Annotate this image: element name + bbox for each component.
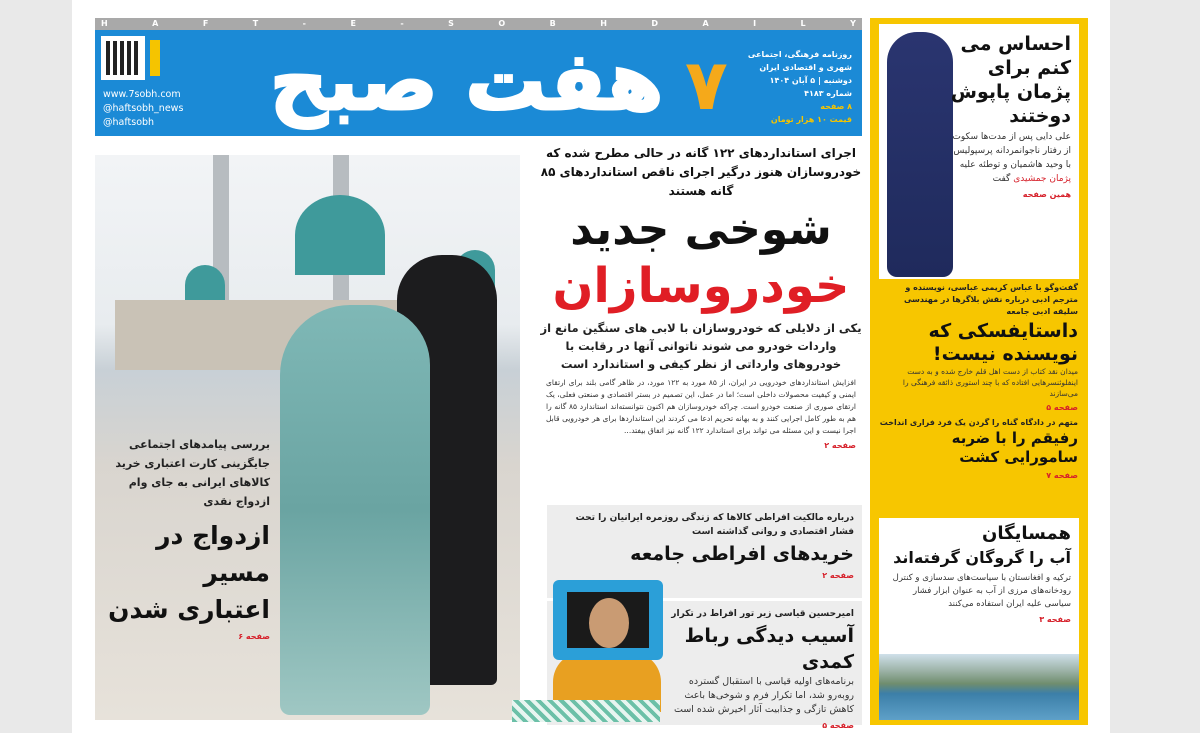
strip-letter: - <box>302 19 306 28</box>
story-title: آسیب دیدگی رباط کمدی <box>684 625 854 673</box>
strip-letter: H <box>600 19 607 28</box>
strip-letter: O <box>498 19 506 28</box>
right-stories[interactable] <box>878 282 1078 482</box>
strip-letter: - <box>400 19 404 28</box>
left-story-title[interactable] <box>105 517 270 628</box>
strip-letter: A <box>702 19 709 28</box>
issue-meta-line: شهری و اقتصادی ایران <box>759 63 852 72</box>
wedding-photo <box>95 155 520 720</box>
page-reference: صفحه ۵ <box>1046 403 1078 412</box>
story-title: داستایفسکی که نویسنده نیست! <box>928 320 1078 365</box>
ali-daei-photo <box>887 32 953 277</box>
strip-letter: I <box>753 19 757 28</box>
page-reference: صفحه ۵ <box>822 721 854 730</box>
story-kicker: درباره مالکیت افراطی کالاها که زندگی روزمره ایرانیان را تحت فشار اقتصادی و روانی گذاشته است <box>575 513 854 537</box>
newspaper-logo: هفت صبح <box>270 35 664 128</box>
strip-letter: F <box>202 19 209 28</box>
story-title: خریدهای افراطی جامعه <box>630 543 854 565</box>
issue-date: دوشنبه | ۵ آبان ۱۴۰۴ <box>769 76 852 85</box>
story-title: همسایگان <box>982 523 1071 544</box>
water-story[interactable] <box>879 518 1079 720</box>
title-line: اعتباری شدن <box>108 595 270 624</box>
title-line: ازدواج در مسیر <box>156 521 270 587</box>
dam-photo <box>879 654 1079 720</box>
strip-letter: L <box>800 19 806 28</box>
mosque-dome <box>295 195 385 275</box>
price: قیمت ۱۰ هزار تومان <box>770 115 852 124</box>
main-story-kicker: اجرای استانداردهای ۱۲۲ گانه در حالی مطرح شده که خودروسازان هنوز درگیر اجرای ناقص استانداردهای ۸۵ گانه هستند <box>540 146 862 198</box>
page-count: ۸ صفحه <box>820 102 852 111</box>
masthead-strip <box>95 18 862 30</box>
page-reference: همین صفحه <box>1022 190 1071 199</box>
page-reference: صفحه ۲ <box>824 441 856 450</box>
page-reference: صفحه ۲ <box>822 571 854 580</box>
tv-frame-illustration <box>553 580 663 660</box>
qr-code-icon <box>103 38 143 78</box>
left-story-kicker: بررسی پیامدهای اجتماعی جایگزینی کارت اعتباری خرید کالاهای ایرانی به جای وام ازدواج نقدی <box>115 438 270 508</box>
story-subtitle: علی دایی پس از مدت‌ها سکوت از رفتار ناجوانمردانه پرسپولیس با وحید هاشمیان و توطئه علیه پژمان جمشیدی گفت <box>952 132 1071 184</box>
strip-letter: E <box>350 19 356 28</box>
story-kicker: متهم در دادگاه گناه را گردن یک فرد فراری انداخت <box>879 418 1078 427</box>
main-headline-line2: خودروسازان <box>552 258 850 314</box>
mosque-dome <box>185 265 225 305</box>
issue-info <box>732 48 852 126</box>
page-reference: صفحه ۶ <box>238 632 270 641</box>
story-body: برنامه‌های اولیه قیاسی با استقبال گسترده روبه‌رو شد، اما تکرار فرم و شوخی‌ها باعث کاهش تازگی و جذابیت آثار اخیرش شده است <box>673 676 854 715</box>
story-kicker: گفت‌وگو با عباس کریمی عباسی، نویسنده و مترجم ادبی درباره نقش بلاگرها در مهندسی سلیقه ادبی جامعه <box>903 283 1078 316</box>
social-links <box>103 88 183 130</box>
story-title: آب را گروگان گرفته‌اند <box>893 548 1071 567</box>
main-story-lead: یکی از دلایلی که خودروسازان با لابی های سنگین مانع از واردات خودرو می شوند ناتوانی آنها در رقابت با خودروهای وارداتی از نظر کیفی و استاندارد است <box>540 321 862 371</box>
story-title: احساس می کنم برای پژمان پاپوش دوختند <box>950 33 1071 127</box>
issue-meta-line: روزنامه فرهنگی، اجتماعی <box>747 50 852 59</box>
social-handle[interactable]: @haftsobh <box>103 117 155 128</box>
logo-number: ۷ <box>685 44 728 126</box>
strip-letter: B <box>549 19 556 28</box>
page-reference: صفحه ۳ <box>1039 615 1071 624</box>
qr-badge <box>150 40 160 76</box>
issue-number: شماره ۴۱۸۳ <box>804 89 852 98</box>
right-column <box>870 18 1088 725</box>
ali-daei-story[interactable] <box>879 24 1079 279</box>
strip-letter: S <box>448 19 454 28</box>
main-headline-line1: شوخی جدید <box>570 204 832 255</box>
strip-letter: T <box>252 19 259 28</box>
page-reference: صفحه ۷ <box>1046 471 1078 480</box>
story-kicker: امیرحسین قیاسی زیر تور افراط در تکرار <box>671 609 854 619</box>
telegram-link[interactable]: @haftsobh_news <box>103 103 184 114</box>
story-title: رفیقم را با ضربه سامورایی کشت <box>951 429 1078 466</box>
bride <box>280 305 430 715</box>
tablecloth <box>512 700 660 722</box>
main-story-body: افزایش استانداردهای خودرویی در ایران، از ۸۵ مورد به ۱۲۲ مورد، در ظاهر گامی بلند برای ارتقای ایمنی و کیفیت محصولات داخلی است؛ اما در عمل، این تصمیم در بستر اقتصادی و صنعتی فعلی، یک ارتقای صوری از صنعت خودرو است. چراکه خودروسازان هم اکنون نتوانسته‌اند استاندارد ۸۵ گانه را هم به طور کامل اجرایی کنند و به بهانه تحریم ادعا می کردند این استانداردها برای هر خودرویی قابل اجرا نیست و این مسئله می تواند برای استاندارد ۱۲۲ گانه نیز اتفاق بیفتد... <box>546 378 856 435</box>
strip-letter: Y <box>850 19 856 28</box>
website-link[interactable]: www.7sobh.com <box>103 89 181 100</box>
strip-letter: D <box>651 19 658 28</box>
masthead <box>95 30 862 136</box>
left-story[interactable] <box>105 435 270 643</box>
strip-letter: A <box>152 19 159 28</box>
strip-letter: H <box>101 19 108 28</box>
main-story[interactable] <box>540 140 862 452</box>
story-subtitle: ترکیه و افغانستان با سیاست‌های سدسازی و کنترل رودخانه‌های مرزی از آب به عنوان ابزار فشار سیاسی علیه ایران استفاده می‌کنند <box>892 573 1071 609</box>
story-subtitle: میدان نقد کتاب از دست اهل قلم خارج شده و به دست اینفلوئنسرهایی افتاده که با چند استوری ذائقه فرهنگی را می‌سازند <box>902 367 1078 398</box>
